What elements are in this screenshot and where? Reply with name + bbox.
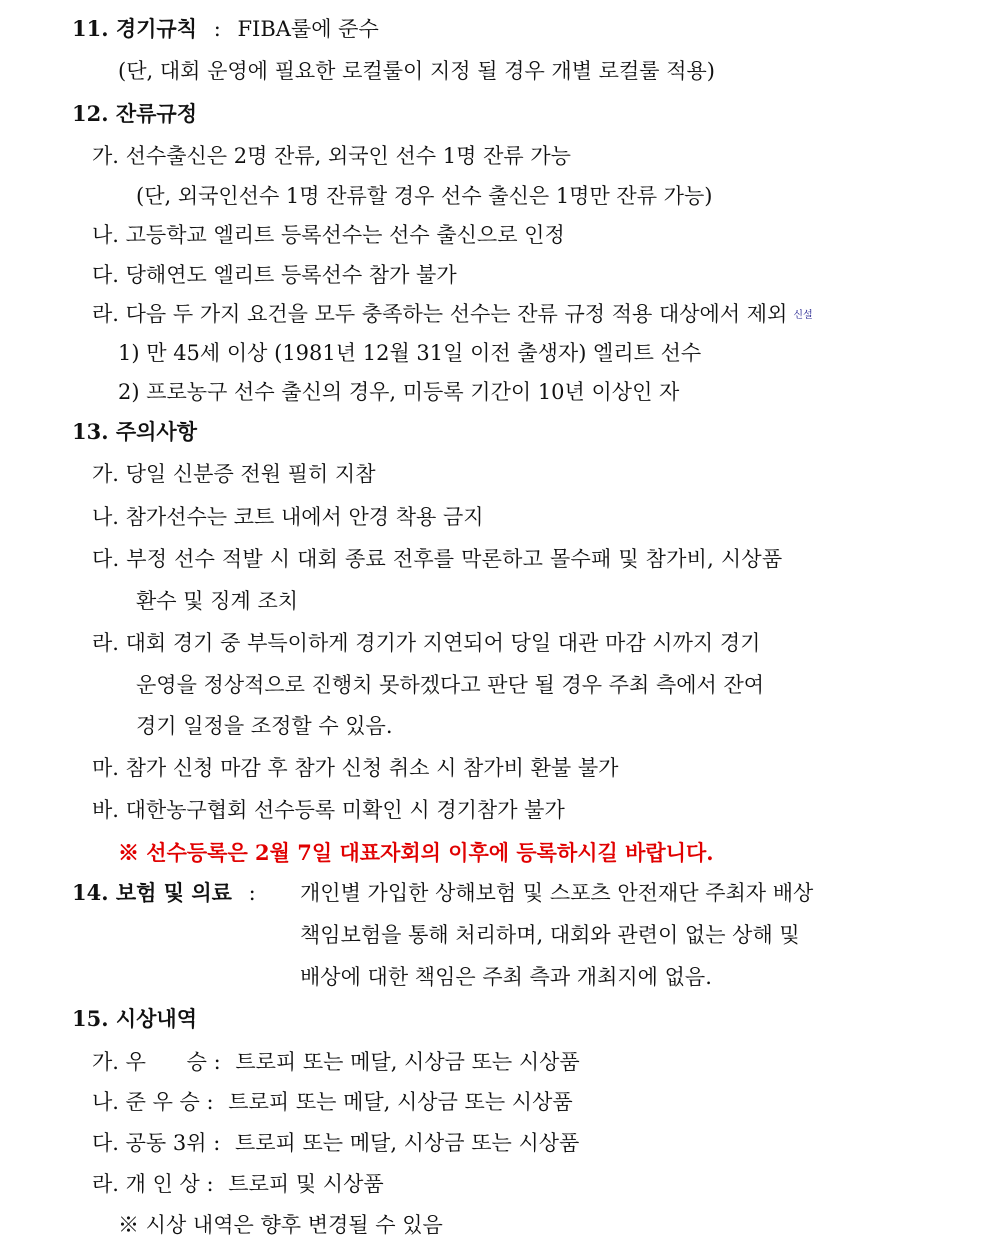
- award-value-winner: 트로피 또는 메달, 시상금 또는 시상품: [235, 1050, 580, 1074]
- section-12-item-ga-note: (단, 외국인선수 1명 잔류할 경우 선수 출신은 1명만 잔류 가능): [136, 184, 713, 208]
- section-13-item-ra-line2: 운영을 정상적으로 진행치 못하겠다고 판단 될 경우 주최 측에서 잔여: [136, 673, 765, 697]
- section-13-item-ma: 마. 참가 신청 마감 후 참가 신청 취소 시 참가비 환불 불가: [92, 756, 619, 780]
- award-row-winner: [92, 1047, 580, 1077]
- section-12-item-ga: 가. 선수출신은 2명 잔류, 외국인 선수 1명 잔류 가능: [92, 144, 571, 168]
- section-12-heading: 12. 잔류규정: [72, 101, 197, 126]
- section-14-line1: [72, 878, 256, 908]
- award-label-individual: 라. 개 인 상 :: [92, 1172, 214, 1196]
- award-value-third: 트로피 또는 메달, 시상금 또는 시상품: [234, 1131, 580, 1155]
- section-12-item-na: 나. 고등학교 엘리트 등록선수는 선수 출신으로 인정: [92, 223, 565, 247]
- section-14-text-line3: 배상에 대한 책임은 주최 측과 개최지에 없음.: [300, 965, 712, 989]
- section-11-subtext: (단, 대회 운영에 필요한 로컬룰이 지정 될 경우 개별 로컬룰 적용): [118, 59, 715, 83]
- section-11-line: [72, 14, 379, 44]
- section-13-item-ra-line3: 경기 일정을 조정할 수 있음.: [136, 714, 393, 738]
- award-label-runner-up: 나. 준 우 승 :: [92, 1090, 214, 1114]
- section-12-item-ra-text: 라. 다음 두 가지 요건을 모두 충족하는 선수는 잔류 규정 적용 대상에서 제외: [92, 302, 788, 326]
- award-row-runner-up: [92, 1087, 573, 1117]
- award-change-note: ※ 시상 내역은 향후 변경될 수 있음: [118, 1213, 443, 1237]
- award-row-third: [92, 1128, 579, 1158]
- section-14-text-line1: 개인별 가입한 상해보험 및 스포츠 안전재단 주최자 배상: [300, 881, 814, 905]
- award-label-winner-end: 승 :: [186, 1050, 221, 1074]
- section-13-item-ba: 바. 대한농구협회 선수등록 미확인 시 경기참가 불가: [92, 798, 565, 822]
- new-rule-tag: 신설: [793, 309, 813, 321]
- section-12-item-ra: [92, 299, 813, 331]
- registration-notice: ※ 선수등록은 2월 7일 대표자회의 이후에 등록하시길 바랍니다.: [118, 840, 714, 865]
- award-value-individual: 트로피 및 시상품: [228, 1172, 384, 1196]
- section-14-heading: 14. 보험 및 의료: [72, 880, 232, 905]
- award-value-runner-up: 트로피 또는 메달, 시상금 또는 시상품: [228, 1090, 573, 1114]
- section-13-heading: 13. 주의사항: [72, 419, 197, 444]
- section-13-item-na: 나. 참가선수는 코트 내에서 안경 착용 금지: [92, 505, 484, 529]
- section-15-heading: 15. 시상내역: [72, 1006, 197, 1031]
- section-11-text: FIBA룰에 준수: [237, 17, 379, 41]
- award-label-winner: 가. 우: [92, 1050, 146, 1074]
- section-13-item-da-line1: 다. 부정 선수 적발 시 대회 종료 전후를 막론하고 몰수패 및 참가비, 시상품: [92, 547, 783, 571]
- section-12-item-ra-1: 1) 만 45세 이상 (1981년 12월 31일 이전 출생자) 엘리트 선수: [118, 341, 702, 365]
- section-13-item-ga: 가. 당일 신분증 전원 필히 지참: [92, 462, 376, 486]
- award-label-third: 다. 공동 3위 :: [92, 1131, 221, 1155]
- section-14-colon: :: [248, 881, 256, 905]
- section-11-heading: 11. 경기규칙: [72, 16, 197, 41]
- section-13-item-da-line2: 환수 및 징계 조치: [136, 589, 299, 613]
- section-11-colon: :: [213, 17, 221, 41]
- section-12-item-ra-2: 2) 프로농구 선수 출신의 경우, 미등록 기간이 10년 이상인 자: [118, 380, 680, 404]
- section-14-text-line2: 책임보험을 통해 처리하며, 대회와 관련이 없는 상해 및: [300, 923, 800, 947]
- award-row-individual: [92, 1169, 384, 1199]
- section-13-item-ra-line1: 라. 대회 경기 중 부득이하게 경기가 지연되어 당일 대관 마감 시까지 경기: [92, 631, 761, 655]
- section-12-item-da: 다. 당해연도 엘리트 등록선수 참가 불가: [92, 263, 457, 287]
